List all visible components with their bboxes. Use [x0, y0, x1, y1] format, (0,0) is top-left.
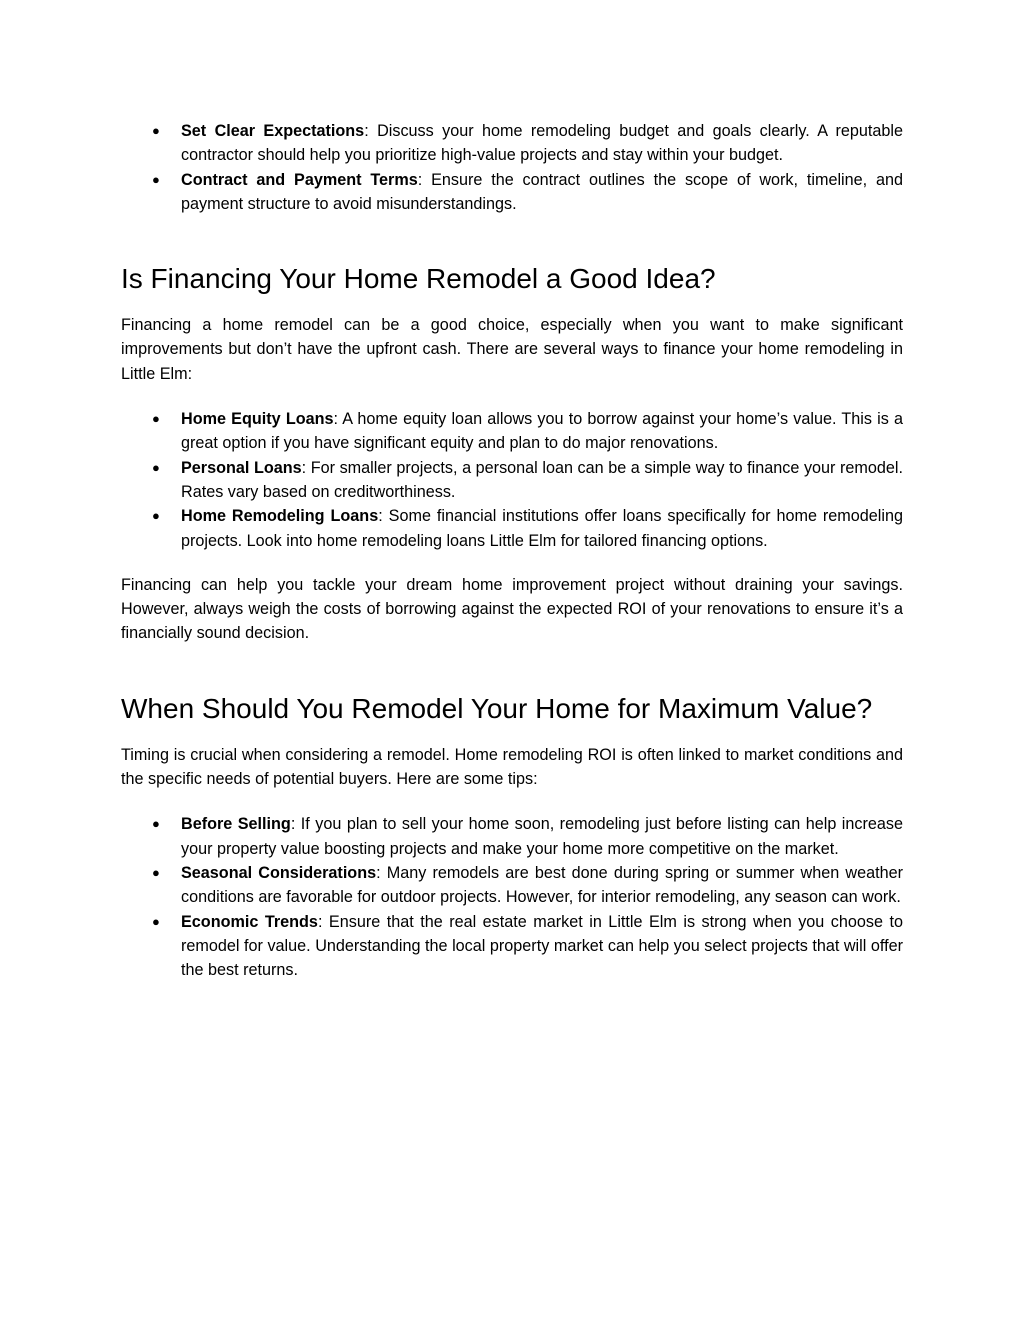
- list-item: [121, 861, 903, 910]
- list-item: [121, 910, 903, 983]
- list-item: [121, 407, 903, 456]
- list-item-term: Contract and Payment Terms: [181, 170, 418, 189]
- list-item-term: Before Selling: [181, 815, 291, 834]
- bullet-icon: ●: [152, 508, 160, 524]
- list-item-term: Economic Trends: [181, 912, 318, 931]
- list-item: [121, 456, 903, 505]
- list-item: [121, 119, 903, 168]
- financing-heading: Is Financing Your Home Remodel a Good Idea?: [121, 263, 716, 295]
- expectations-list: [121, 119, 903, 216]
- financing-conclusion: Financing can help you tackle your dream home improvement project without draining your savings. However, always weigh the costs of borrowing against the expected ROI of your renovations to ensure it’s a financially sound decision.: [121, 575, 903, 643]
- bullet-icon: ●: [152, 459, 160, 475]
- list-item-term: Home Equity Loans: [181, 410, 334, 429]
- list-item-text: : Some financial institutions offer loans specifically for home remodeling projects. Look into home remodeling loans Little Elm for tailored financing options.: [181, 507, 903, 550]
- list-item-term: Personal Loans: [181, 458, 302, 477]
- list-item: [121, 504, 903, 553]
- bullet-icon: ●: [152, 171, 160, 187]
- document-page: [121, 119, 903, 982]
- list-item-text: : Many remodels are best done during spring or summer when weather conditions are favorable for outdoor projects. However, for interior remodeling, any season can work.: [181, 863, 903, 907]
- financing-options-list: [121, 407, 903, 553]
- list-item-text: : Ensure that the real estate market in Little Elm is strong when you choose to remodel for value. Understanding the local property market can help you select projects that will offer the best returns.: [181, 912, 903, 980]
- bullet-icon: ●: [152, 411, 160, 427]
- timing-intro: Timing is crucial when considering a remodel. Home remodeling ROI is often linked to market conditions and the specific needs of potential buyers. Here are some tips:: [121, 745, 903, 789]
- list-item-term: Set Clear Expectations: [181, 122, 365, 140]
- bullet-icon: ●: [152, 123, 160, 138]
- bullet-icon: ●: [152, 816, 160, 832]
- list-item-text: : Ensure the contract outlines the scope of work, timeline, and payment structure to avoid misunderstandings.: [181, 170, 903, 213]
- list-item-term: Seasonal Considerations: [181, 863, 377, 882]
- list-item-text: : Discuss your home remodeling budget and goals clearly. A reputable contractor should help you prioritize high-value projects and stay within your budget.: [181, 122, 903, 165]
- bullet-icon: ●: [152, 913, 160, 929]
- list-item: [121, 812, 903, 861]
- list-item-text: : A home equity loan allows you to borrow against your home’s value. This is a great option if you have significant equity and plan to do major renovations.: [181, 410, 903, 453]
- timing-tips-list: [121, 812, 903, 982]
- financing-intro: Financing a home remodel can be a good choice, especially when you want to make significant improvements but don’t have the upfront cash. There are several ways to finance your home remodeling in Little Elm:: [121, 316, 903, 383]
- list-item-text: : For smaller projects, a personal loan can be a simple way to finance your remodel. Rates vary based on creditworthiness.: [181, 458, 904, 501]
- list-item-text: : If you plan to sell your home soon, remodeling just before listing can help increase your property value boosting projects and make your home more competitive on the market.: [181, 815, 903, 858]
- timing-heading: When Should You Remodel Your Home for Maximum Value?: [121, 692, 873, 724]
- list-item: [121, 168, 903, 217]
- bullet-icon: ●: [152, 864, 160, 880]
- list-item-term: Home Remodeling Loans: [181, 507, 379, 526]
